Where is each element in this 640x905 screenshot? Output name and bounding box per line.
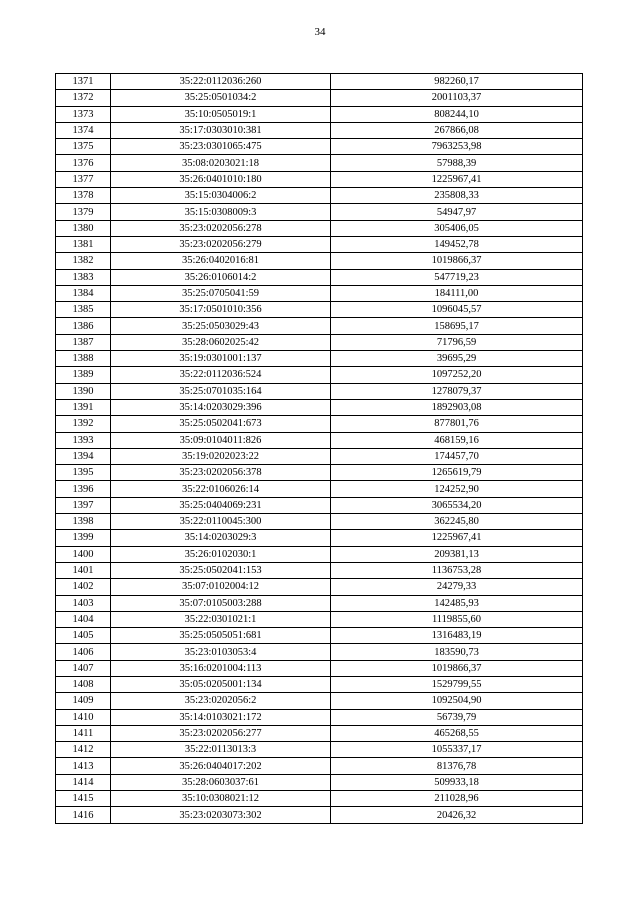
row-number-cell: 1394 <box>56 448 111 464</box>
cadastral-value-cell: 877801,76 <box>331 416 583 432</box>
cadastral-number-cell: 35:22:0106026:14 <box>111 481 331 497</box>
row-number-cell: 1379 <box>56 204 111 220</box>
cadastral-number-cell: 35:28:0602025:42 <box>111 334 331 350</box>
cadastral-value-cell: 3065534,20 <box>331 497 583 513</box>
cadastral-number-cell: 35:23:0202056:278 <box>111 220 331 236</box>
row-number-cell: 1403 <box>56 595 111 611</box>
table-row <box>56 204 583 220</box>
cadastral-number-cell: 35:10:0505019:1 <box>111 106 331 122</box>
cadastral-number-cell: 35:17:0501010:356 <box>111 302 331 318</box>
row-number-cell: 1376 <box>56 155 111 171</box>
cadastral-number-cell: 35:25:0502041:153 <box>111 562 331 578</box>
row-number-cell: 1382 <box>56 253 111 269</box>
table-row <box>56 562 583 578</box>
cadastral-value-cell: 465268,55 <box>331 725 583 741</box>
row-number-cell: 1388 <box>56 351 111 367</box>
row-number-cell: 1380 <box>56 220 111 236</box>
cadastral-value-cell: 468159,16 <box>331 432 583 448</box>
cadastral-number-cell: 35:16:0201004:113 <box>111 660 331 676</box>
table-row <box>56 448 583 464</box>
table-row <box>56 318 583 334</box>
row-number-cell: 1383 <box>56 269 111 285</box>
table-row <box>56 302 583 318</box>
table-row <box>56 416 583 432</box>
table-row <box>56 514 583 530</box>
cadastral-value-cell: 1096045,57 <box>331 302 583 318</box>
cadastral-value-cell: 509933,18 <box>331 774 583 790</box>
cadastral-number-cell: 35:14:0203029:3 <box>111 530 331 546</box>
table-row <box>56 188 583 204</box>
row-number-cell: 1393 <box>56 432 111 448</box>
table-row <box>56 334 583 350</box>
cadastral-value-cell: 982260,17 <box>331 74 583 90</box>
table-row <box>56 530 583 546</box>
table-row <box>56 399 583 415</box>
row-number-cell: 1386 <box>56 318 111 334</box>
cadastral-value-cell: 1019866,37 <box>331 660 583 676</box>
table-row <box>56 807 583 823</box>
row-number-cell: 1390 <box>56 383 111 399</box>
cadastral-value-table <box>55 73 583 824</box>
cadastral-value-cell: 81376,78 <box>331 758 583 774</box>
table-row <box>56 139 583 155</box>
cadastral-number-cell: 35:23:0103053:4 <box>111 644 331 660</box>
row-number-cell: 1401 <box>56 562 111 578</box>
row-number-cell: 1372 <box>56 90 111 106</box>
table-row <box>56 676 583 692</box>
cadastral-value-cell: 174457,70 <box>331 448 583 464</box>
cadastral-value-cell: 1019866,37 <box>331 253 583 269</box>
row-number-cell: 1397 <box>56 497 111 513</box>
cadastral-number-cell: 35:25:0501034:2 <box>111 90 331 106</box>
row-number-cell: 1377 <box>56 171 111 187</box>
row-number-cell: 1412 <box>56 742 111 758</box>
row-number-cell: 1409 <box>56 693 111 709</box>
row-number-cell: 1402 <box>56 579 111 595</box>
cadastral-value-cell: 1119855,60 <box>331 611 583 627</box>
cadastral-number-cell: 35:28:0603037:61 <box>111 774 331 790</box>
row-number-cell: 1416 <box>56 807 111 823</box>
table-row <box>56 725 583 741</box>
cadastral-value-cell: 184111,00 <box>331 285 583 301</box>
row-number-cell: 1395 <box>56 465 111 481</box>
cadastral-value-cell: 1225967,41 <box>331 530 583 546</box>
cadastral-number-cell: 35:23:0202056:2 <box>111 693 331 709</box>
cadastral-value-cell: 39695,29 <box>331 351 583 367</box>
table-row <box>56 171 583 187</box>
cadastral-value-cell: 1278079,37 <box>331 383 583 399</box>
row-number-cell: 1405 <box>56 628 111 644</box>
page-number: 34 <box>314 26 326 38</box>
row-number-cell: 1385 <box>56 302 111 318</box>
cadastral-value-cell: 142485,93 <box>331 595 583 611</box>
cadastral-number-cell: 35:22:0110045:300 <box>111 514 331 530</box>
cadastral-value-cell: 124252,90 <box>331 481 583 497</box>
cadastral-number-cell: 35:23:0202056:279 <box>111 236 331 252</box>
cadastral-value-cell: 209381,13 <box>331 546 583 562</box>
cadastral-value-cell: 267866,08 <box>331 122 583 138</box>
cadastral-number-cell: 35:25:0701035:164 <box>111 383 331 399</box>
row-number-cell: 1391 <box>56 399 111 415</box>
table-row <box>56 481 583 497</box>
cadastral-value-cell: 183590,73 <box>331 644 583 660</box>
cadastral-value-cell: 149452,78 <box>331 236 583 252</box>
cadastral-number-cell: 35:10:0308021:12 <box>111 791 331 807</box>
cadastral-number-cell: 35:26:0401010:180 <box>111 171 331 187</box>
table-row <box>56 693 583 709</box>
table-row <box>56 106 583 122</box>
cadastral-value-cell: 20426,32 <box>331 807 583 823</box>
row-number-cell: 1404 <box>56 611 111 627</box>
row-number-cell: 1373 <box>56 106 111 122</box>
cadastral-number-cell: 35:07:0102004:12 <box>111 579 331 595</box>
cadastral-value-cell: 1529799,55 <box>331 676 583 692</box>
cadastral-value-cell: 1265619,79 <box>331 465 583 481</box>
table-row <box>56 74 583 90</box>
table-row <box>56 351 583 367</box>
cadastral-number-cell: 35:15:0304006:2 <box>111 188 331 204</box>
cadastral-number-cell: 35:22:0112036:524 <box>111 367 331 383</box>
table-row <box>56 660 583 676</box>
cadastral-number-cell: 35:08:0203021:18 <box>111 155 331 171</box>
cadastral-value-cell: 305406,05 <box>331 220 583 236</box>
cadastral-value-cell: 1316483,19 <box>331 628 583 644</box>
cadastral-number-cell: 35:15:0308009:3 <box>111 204 331 220</box>
cadastral-value-cell: 235808,33 <box>331 188 583 204</box>
table-row <box>56 383 583 399</box>
row-number-cell: 1413 <box>56 758 111 774</box>
cadastral-value-cell: 211028,96 <box>331 791 583 807</box>
cadastral-number-cell: 35:26:0106014:2 <box>111 269 331 285</box>
row-number-cell: 1389 <box>56 367 111 383</box>
row-number-cell: 1406 <box>56 644 111 660</box>
cadastral-number-cell: 35:26:0404017:202 <box>111 758 331 774</box>
cadastral-value-cell: 1136753,28 <box>331 562 583 578</box>
table-row <box>56 432 583 448</box>
cadastral-value-cell: 158695,17 <box>331 318 583 334</box>
cadastral-number-cell: 35:25:0404069:231 <box>111 497 331 513</box>
row-number-cell: 1399 <box>56 530 111 546</box>
cadastral-number-cell: 35:17:0303010:381 <box>111 122 331 138</box>
cadastral-value-cell: 1097252,20 <box>331 367 583 383</box>
table-row <box>56 90 583 106</box>
row-number-cell: 1410 <box>56 709 111 725</box>
row-number-cell: 1411 <box>56 725 111 741</box>
table-row <box>56 579 583 595</box>
cadastral-value-cell: 1092504,90 <box>331 693 583 709</box>
cadastral-number-cell: 35:23:0301065:475 <box>111 139 331 155</box>
cadastral-value-cell: 362245,80 <box>331 514 583 530</box>
cadastral-value-cell: 1892903,08 <box>331 399 583 415</box>
cadastral-value-cell: 1055337,17 <box>331 742 583 758</box>
table-row <box>56 595 583 611</box>
row-number-cell: 1392 <box>56 416 111 432</box>
table-row <box>56 367 583 383</box>
row-number-cell: 1400 <box>56 546 111 562</box>
row-number-cell: 1408 <box>56 676 111 692</box>
cadastral-value-cell: 54947,97 <box>331 204 583 220</box>
cadastral-number-cell: 35:25:0505051:681 <box>111 628 331 644</box>
cadastral-number-cell: 35:23:0203073:302 <box>111 807 331 823</box>
cadastral-value-cell: 56739,79 <box>331 709 583 725</box>
table-row <box>56 236 583 252</box>
cadastral-number-cell: 35:22:0301021:1 <box>111 611 331 627</box>
cadastral-value-cell: 71796,59 <box>331 334 583 350</box>
row-number-cell: 1398 <box>56 514 111 530</box>
row-number-cell: 1378 <box>56 188 111 204</box>
cadastral-value-cell: 1225967,41 <box>331 171 583 187</box>
table-row <box>56 220 583 236</box>
cadastral-number-cell: 35:25:0705041:59 <box>111 285 331 301</box>
cadastral-value-cell: 2001103,37 <box>331 90 583 106</box>
table-row <box>56 791 583 807</box>
cadastral-number-cell: 35:22:0112036:260 <box>111 74 331 90</box>
table-row <box>56 611 583 627</box>
row-number-cell: 1396 <box>56 481 111 497</box>
table-row <box>56 628 583 644</box>
table-row <box>56 546 583 562</box>
cadastral-number-cell: 35:26:0102030:1 <box>111 546 331 562</box>
table-row <box>56 269 583 285</box>
cadastral-number-cell: 35:25:0502041:673 <box>111 416 331 432</box>
row-number-cell: 1374 <box>56 122 111 138</box>
cadastral-number-cell: 35:26:0402016:81 <box>111 253 331 269</box>
row-number-cell: 1407 <box>56 660 111 676</box>
cadastral-value-cell: 547719,23 <box>331 269 583 285</box>
row-number-cell: 1387 <box>56 334 111 350</box>
row-number-cell: 1371 <box>56 74 111 90</box>
row-number-cell: 1381 <box>56 236 111 252</box>
table-row <box>56 774 583 790</box>
table-body <box>56 74 583 824</box>
cadastral-number-cell: 35:09:0104011:826 <box>111 432 331 448</box>
cadastral-number-cell: 35:22:0113013:3 <box>111 742 331 758</box>
table-row <box>56 758 583 774</box>
table-row <box>56 155 583 171</box>
cadastral-number-cell: 35:14:0103021:172 <box>111 709 331 725</box>
cadastral-number-cell: 35:07:0105003:288 <box>111 595 331 611</box>
row-number-cell: 1375 <box>56 139 111 155</box>
table-row <box>56 253 583 269</box>
row-number-cell: 1414 <box>56 774 111 790</box>
cadastral-value-cell: 7963253,98 <box>331 139 583 155</box>
table-row <box>56 285 583 301</box>
cadastral-number-cell: 35:19:0202023:22 <box>111 448 331 464</box>
cadastral-number-cell: 35:19:0301001:137 <box>111 351 331 367</box>
table-row <box>56 465 583 481</box>
row-number-cell: 1384 <box>56 285 111 301</box>
cadastral-number-cell: 35:25:0503029:43 <box>111 318 331 334</box>
cadastral-value-cell: 57988,39 <box>331 155 583 171</box>
cadastral-value-cell: 808244,10 <box>331 106 583 122</box>
table-row <box>56 644 583 660</box>
table-row <box>56 497 583 513</box>
cadastral-number-cell: 35:14:0203029:396 <box>111 399 331 415</box>
cadastral-number-cell: 35:23:0202056:277 <box>111 725 331 741</box>
table-row <box>56 709 583 725</box>
row-number-cell: 1415 <box>56 791 111 807</box>
cadastral-number-cell: 35:05:0205001:134 <box>111 676 331 692</box>
cadastral-number-cell: 35:23:0202056:378 <box>111 465 331 481</box>
cadastral-value-cell: 24279,33 <box>331 579 583 595</box>
table-row <box>56 742 583 758</box>
table-row <box>56 122 583 138</box>
